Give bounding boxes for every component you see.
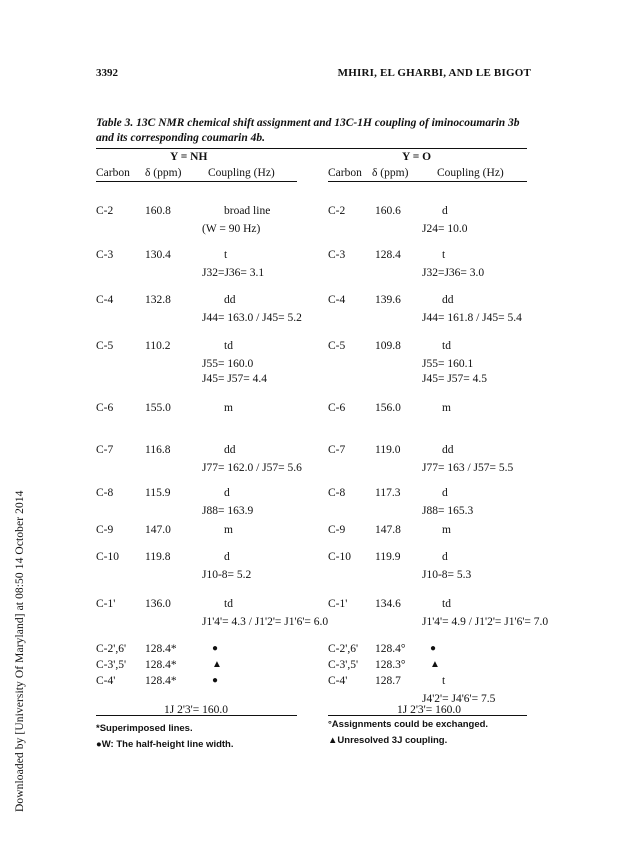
col-carbon-left: Carbon [96, 167, 130, 179]
right-row-multiplicity: d [442, 205, 448, 217]
left-row-multiplicity: dd [224, 444, 236, 456]
page-number: 3392 [96, 67, 118, 79]
right-row-carbon: C-5 [328, 340, 346, 352]
right-row-symbol: ▲ [430, 659, 440, 670]
left-row-coupling: J1'4'= 4.3 / J1'2'= J1'6'= 6.0 [202, 616, 329, 628]
col-shift-right: δ (ppm) [372, 167, 409, 179]
left-row-multiplicity: td [224, 598, 233, 610]
right-row-shift: 128.4 [375, 249, 401, 261]
footnote-superimposed: *Superimposed lines. [96, 723, 193, 734]
left-row-multiplicity: broad line [224, 205, 271, 217]
bottom-coupling-right: 1J 2'3'= 160.0 [397, 704, 461, 716]
left-row-coupling: J10-8= 5.2 [202, 569, 252, 581]
right-row-carbon: C-7 [328, 444, 346, 456]
left-row-coupling: J44= 163.0 / J45= 5.2 [202, 312, 302, 324]
right-row-carbon: C-4' [328, 675, 348, 687]
left-row-carbon: C-2 [96, 205, 114, 217]
right-row-shift: 134.6 [375, 598, 401, 610]
left-row-carbon: C-3',5' [96, 659, 127, 671]
left-row-carbon: C-2',6' [96, 643, 127, 655]
right-row-symbol: ● [430, 643, 437, 654]
right-row-shift: 119.9 [375, 551, 401, 563]
right-row-shift: 128.4° [375, 643, 406, 655]
left-row-shift: 147.0 [145, 524, 171, 536]
footnote-unresolved: ▲Unresolved 3J coupling. [328, 735, 448, 746]
right-row-coupling: J32=J36= 3.0 [422, 267, 485, 279]
caption-text: 13C NMR chemical shift assignment and 13C-1H coupling of iminocoumarin 3b and its corresponding coumarin 4b. [96, 117, 520, 144]
left-row-shift: 119.8 [145, 551, 171, 563]
left-row-shift: 115.9 [145, 487, 171, 499]
right-row-coupling: J10-8= 5.3 [422, 569, 472, 581]
right-row-shift: 147.8 [375, 524, 401, 536]
right-row-carbon: C-10 [328, 551, 351, 563]
left-row-multiplicity: d [224, 551, 230, 563]
left-header-rule [96, 181, 297, 182]
right-row-carbon: C-4 [328, 294, 346, 306]
left-row-carbon: C-10 [96, 551, 119, 563]
left-row-shift: 160.8 [145, 205, 171, 217]
left-row-multiplicity: m [224, 524, 233, 536]
col-coupling-left: Coupling (Hz) [208, 167, 275, 179]
left-row-multiplicity: t [224, 249, 228, 261]
right-row-coupling: J1'4'= 4.9 / J1'2'= J1'6'= 7.0 [422, 616, 549, 628]
right-row-carbon: C-1' [328, 598, 348, 610]
left-row-carbon: C-7 [96, 444, 114, 456]
right-row-carbon: C-3',5' [328, 659, 359, 671]
left-row-carbon: C-6 [96, 402, 114, 414]
col-carbon-right: Carbon [328, 167, 362, 179]
right-row-shift: 128.7 [375, 675, 401, 687]
caption-label: Table 3. [96, 117, 134, 129]
bottom-coupling-left: 1J 2'3'= 160.0 [164, 704, 228, 716]
right-row-carbon: C-2',6' [328, 643, 359, 655]
footnote-exchanged: °Assignments could be exchanged. [328, 719, 489, 730]
right-row-shift: 160.6 [375, 205, 401, 217]
right-row-multiplicity: td [442, 340, 451, 352]
right-row-shift: 156.0 [375, 402, 401, 414]
group-header-nh: Y = NH [170, 151, 208, 163]
right-row-multiplicity: t [442, 249, 446, 261]
right-row-carbon: C-6 [328, 402, 346, 414]
left-row-coupling: J55= 160.0 [202, 358, 254, 370]
left-row-shift: 116.8 [145, 444, 171, 456]
left-row-shift: 128.4* [145, 659, 177, 671]
right-row-coupling: J24= 10.0 [422, 223, 468, 235]
right-row-coupling: J88= 165.3 [422, 505, 474, 517]
left-row-coupling: J88= 163.9 [202, 505, 254, 517]
right-row-shift: 117.3 [375, 487, 401, 499]
left-row-coupling: J77= 162.0 / J57= 5.6 [202, 462, 302, 474]
download-note: Downloaded by [University Of Maryland] at 08:50 14 October 2014 [14, 490, 26, 812]
right-row-shift: 119.0 [375, 444, 401, 456]
col-shift-left: δ (ppm) [145, 167, 182, 179]
right-row-multiplicity: m [442, 524, 451, 536]
left-row-symbol: ▲ [212, 659, 222, 670]
right-row-shift: 139.6 [375, 294, 401, 306]
left-row-coupling: (W = 90 Hz) [202, 223, 261, 235]
left-row-coupling-2: J45= J57= 4.4 [202, 373, 268, 385]
col-coupling-right: Coupling (Hz) [437, 167, 504, 179]
left-row-carbon: C-4 [96, 294, 114, 306]
left-row-carbon: C-4' [96, 675, 116, 687]
left-row-symbol: ● [212, 675, 219, 686]
right-row-carbon: C-9 [328, 524, 346, 536]
running-head: MHIRI, EL GHARBI, AND LE BIGOT [337, 67, 531, 79]
left-row-shift: 130.4 [145, 249, 171, 261]
left-row-shift: 128.4* [145, 675, 177, 687]
left-row-carbon: C-3 [96, 249, 114, 261]
table-caption [96, 116, 529, 146]
left-row-carbon: C-9 [96, 524, 114, 536]
left-row-multiplicity: d [224, 487, 230, 499]
left-row-carbon: C-8 [96, 487, 114, 499]
right-row-multiplicity: t [442, 675, 446, 687]
left-row-shift: 128.4* [145, 643, 177, 655]
right-row-multiplicity: td [442, 598, 451, 610]
left-row-multiplicity: m [224, 402, 233, 414]
right-row-coupling: J44= 161.8 / J45= 5.4 [422, 312, 522, 324]
right-row-coupling: J55= 160.1 [422, 358, 474, 370]
footnote-halfheight: ●W: The half-height line width. [96, 739, 234, 750]
right-row-multiplicity: d [442, 551, 448, 563]
group-header-o: Y = O [402, 151, 432, 163]
right-row-coupling: J4'2'= J4'6'= 7.5 [422, 693, 496, 705]
top-rule [96, 148, 527, 149]
left-row-carbon: C-1' [96, 598, 116, 610]
left-row-coupling: J32=J36= 3.1 [202, 267, 265, 279]
right-row-multiplicity: d [442, 487, 448, 499]
right-row-shift: 128.3° [375, 659, 406, 671]
left-row-multiplicity: dd [224, 294, 236, 306]
left-row-shift: 132.8 [145, 294, 171, 306]
right-row-coupling-2: J45= J57= 4.5 [422, 373, 488, 385]
left-row-symbol: ● [212, 643, 219, 654]
right-row-coupling: J77= 163 / J57= 5.5 [422, 462, 514, 474]
left-row-shift: 110.2 [145, 340, 171, 352]
left-row-shift: 136.0 [145, 598, 171, 610]
left-row-carbon: C-5 [96, 340, 114, 352]
right-row-multiplicity: dd [442, 294, 454, 306]
right-row-carbon: C-3 [328, 249, 346, 261]
right-row-multiplicity: m [442, 402, 451, 414]
right-row-shift: 109.8 [375, 340, 401, 352]
right-row-carbon: C-2 [328, 205, 346, 217]
right-row-multiplicity: dd [442, 444, 454, 456]
right-header-rule [328, 181, 527, 182]
right-row-carbon: C-8 [328, 487, 346, 499]
left-row-shift: 155.0 [145, 402, 171, 414]
left-row-multiplicity: td [224, 340, 233, 352]
